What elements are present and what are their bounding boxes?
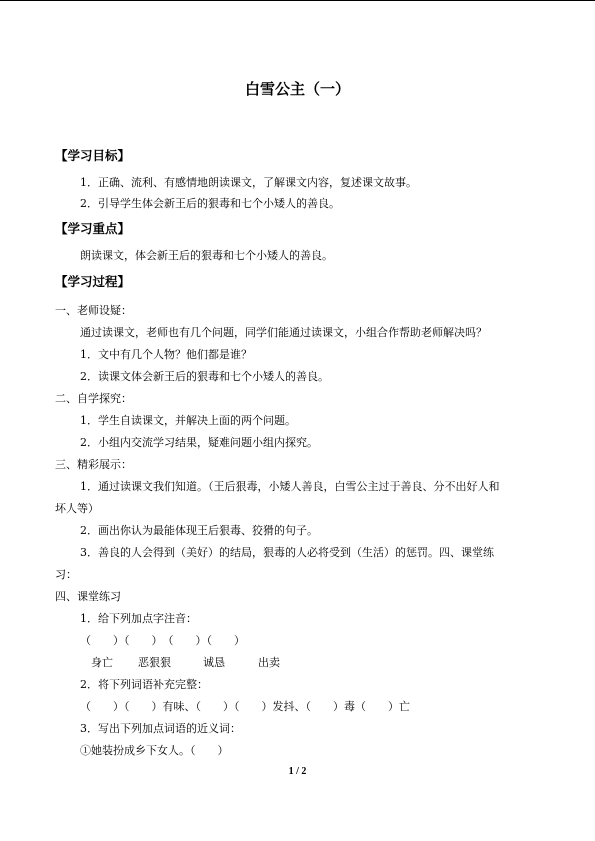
- section-3-item-3-line-1: 3．善良的人会得到（美好）的结局，狠毒的人必将受到（生活）的惩罚。四、课堂练: [80, 546, 494, 559]
- page-number: 1 / 2: [288, 766, 307, 777]
- section-1-intro: 通过读课文，老师也有几个问题，同学们能通过读课文，小组合作帮助老师解决吗？: [80, 326, 487, 339]
- exercise-2-title: 2．将下列词语补充完整：: [80, 678, 208, 691]
- section-1-title: 一、老师设疑：: [55, 304, 132, 317]
- goals-heading: 【学习目标】: [55, 148, 131, 163]
- section-2-item-2: 2．小组内交流学习结果，疑难问题小组内探究。: [80, 436, 318, 449]
- exercise-1-blanks: （ ）（ ） （ ）（ ）: [80, 634, 245, 647]
- section-1-item-1: 1．文中有几个人物？他们都是谁？: [80, 348, 252, 361]
- exercise-1-title: 1．给下列加点字注音：: [80, 612, 197, 625]
- process-heading: 【学习过程】: [55, 274, 131, 289]
- exercise-1-word-4: 出卖: [258, 656, 280, 669]
- focus-heading: 【学习重点】: [55, 221, 131, 236]
- top-rule: [0, 0, 595, 1]
- goal-item-1: 1．正确、流利、有感情地朗读课文，了解课文内容，复述课文故事。: [80, 176, 417, 189]
- section-3-item-3-line-2: 习：: [55, 568, 77, 581]
- focus-text: 朗读课文，体会新王后的狠毒和七个小矮人的善良。: [80, 249, 333, 262]
- section-1-item-2: 2．读课文体会新王后的狠毒和七个小矮人的善良。: [80, 370, 329, 383]
- exercise-1-word-2: 恶狠狠: [138, 656, 171, 669]
- exercise-1-word-3: 诚恳: [203, 656, 225, 669]
- section-3-item-1-line-2: 坏人等）: [55, 502, 99, 515]
- section-3-item-1-line-1: 1．通过读课文我们知道。（王后狠毒，小矮人善良，白雪公主过于善良、分不出好人和: [80, 480, 500, 493]
- section-3-item-2: 2．画出你认为最能体现王后狠毒、狡猾的句子。: [80, 524, 318, 537]
- section-2-item-1: 1．学生自读课文，并解决上面的两个问题。: [80, 414, 296, 427]
- page-title: 白雪公主（一）: [244, 80, 350, 98]
- section-2-title: 二、自学探究：: [55, 392, 132, 405]
- section-3-title: 三、精彩展示：: [55, 458, 132, 471]
- goal-item-2: 2．引导学生体会新王后的狠毒和七个小矮人的善良。: [80, 197, 340, 210]
- exercise-3-item-1: ①她装扮成乡下女人。（ ）: [80, 744, 229, 757]
- exercise-2-line: （ ）（ ）有味、（ ）（ ）发抖、（ ）毒（ ）亡: [80, 700, 410, 713]
- exercise-1-word-1: 身亡: [91, 656, 113, 669]
- exercise-3-title: 3．写出下列加点词语的近义词：: [80, 722, 241, 735]
- section-4-title: 四、课堂练习: [55, 590, 121, 603]
